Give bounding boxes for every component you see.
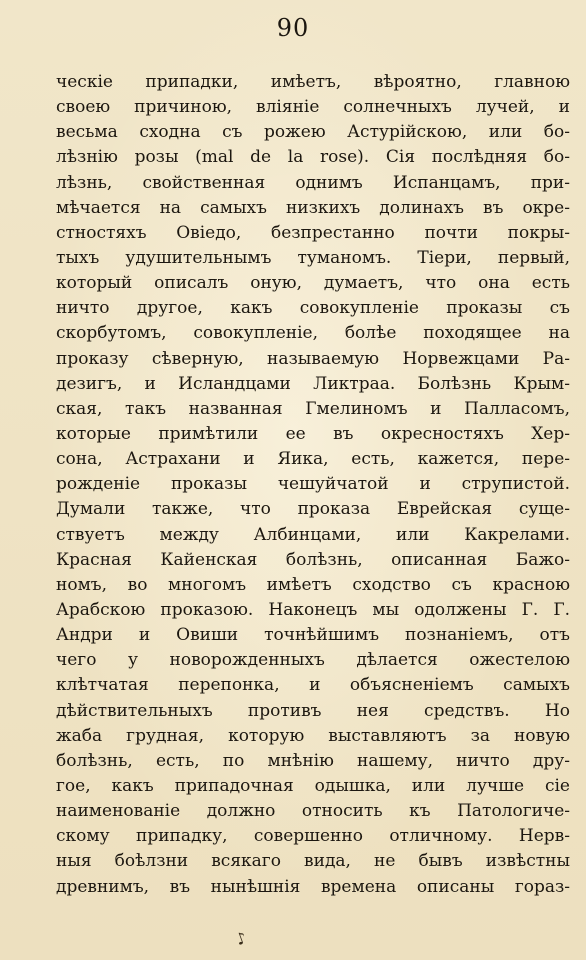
text-line: своею причиною, вліяніе солнечныхъ лучей, и: [56, 97, 570, 118]
text-line: гое, какъ припадочная одышка, или лучше сіе: [56, 775, 570, 796]
text-line: весьма сходна съ рожею Астурійскою, или бо-: [56, 122, 570, 143]
text-line: чего у новорожденныхъ дѣлается ожестелою: [56, 650, 570, 671]
text-line: наименованіе должно относить къ Патологиче-: [56, 801, 570, 822]
text-line: Красная Кайенская болѣзнь, описанная Бажо-: [56, 549, 570, 570]
text-line: дезигъ, и Исландцами Ликтраа. Болѣзнь Крым-: [56, 373, 570, 394]
text-line: стностяхъ Овіедо, безпрестанно почти покры-: [56, 222, 570, 243]
ink-mark: ♪: [233, 927, 250, 950]
text-line: ческіе припадки, имѣетъ, вѣроятно, главною: [56, 72, 570, 92]
text-line: который описалъ оную, думаетъ, что она есть: [56, 273, 570, 294]
text-line: скорбутомъ, совокупленіе, болѣе походящее на: [56, 323, 570, 344]
text-line: клѣтчатая перепонка, и объясненіемъ самыхъ: [56, 675, 570, 696]
text-line: тыхъ удушительнымъ туманомъ. Тіери, первый,: [56, 247, 570, 268]
text-line: проказу сѣверную, называемую Норвежцами Ра-: [56, 348, 570, 369]
text-line: лѣзнію розы (mal de la rose). Сія послѣдняя бо-: [56, 147, 570, 168]
text-line: ствуетъ между Албинцами, или Какрелами.: [56, 524, 570, 545]
text-line: ская, такъ названная Гмелиномъ и Палласомъ,: [56, 398, 570, 419]
text-line: скому припадку, совершенно отличному. Нерв-: [56, 826, 570, 847]
text-line: древнимъ, въ нынѣшнія времена описаны гораз-: [56, 876, 570, 897]
page-number: 90: [276, 14, 310, 42]
text-line: Арабскою проказою. Наконецъ мы одолжены Г. Г.: [56, 599, 570, 620]
text-line: лѣзнь, свойственная однимъ Испанцамъ, при-: [56, 172, 570, 193]
text-line: которые примѣтили ее въ окресностяхъ Хер-: [56, 423, 570, 444]
text-line: ничто другое, какъ совокупленіе проказы съ: [56, 298, 570, 319]
text-line: рожденіе проказы чешуйчатой и струпистой.: [56, 474, 570, 495]
text-line: сона, Астрахани и Яика, есть, кажется, пере-: [56, 449, 570, 470]
text-line: номъ, во многомъ имѣетъ сходство съ красною: [56, 574, 570, 595]
body-text: [56, 70, 570, 900]
text-line: Думали также, что проказа Еврейская суще-: [56, 499, 570, 520]
text-line: жаба грудная, которую выставляютъ за новую: [56, 725, 570, 746]
text-line: ныя боѣлзни всякаго вида, не бывъ извѣстны: [56, 851, 570, 872]
text-line: мѣчается на самыхъ низкихъ долинахъ въ окре-: [56, 197, 570, 218]
text-line: дѣйствительныхъ противъ нея средствъ. Но: [56, 700, 570, 721]
text-line: Андри и Овиши точнѣйшимъ познаніемъ, отъ: [56, 625, 570, 646]
text-line: болѣзнь, есть, по мнѣнію нашему, ничто дру-: [56, 750, 570, 771]
